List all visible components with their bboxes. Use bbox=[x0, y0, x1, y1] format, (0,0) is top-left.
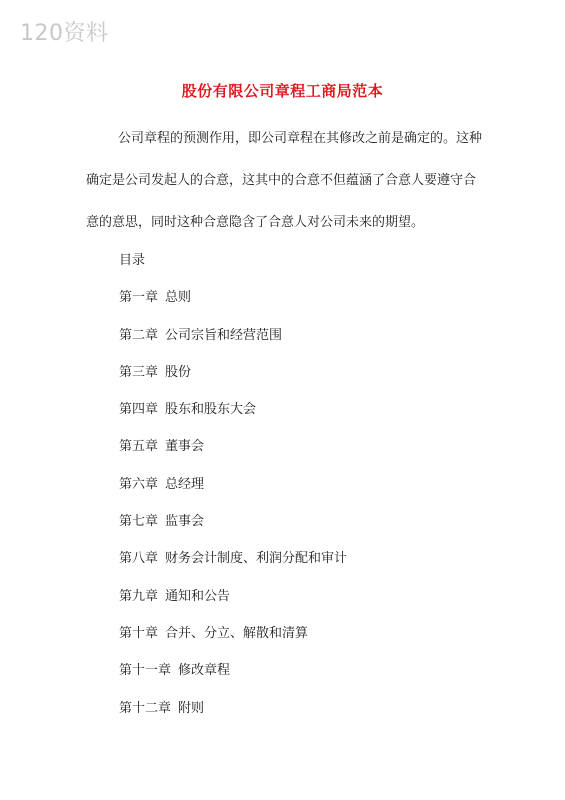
chapter-name: 监事会 bbox=[165, 514, 205, 530]
toc-heading: 目录 bbox=[119, 253, 146, 268]
toc-chapter-7[interactable] bbox=[119, 503, 347, 540]
chapter-number: 第二章 bbox=[119, 327, 159, 343]
toc-chapter-5[interactable] bbox=[119, 428, 347, 465]
chapter-name: 股东和股东大会 bbox=[165, 402, 257, 418]
table-of-contents bbox=[119, 242, 347, 727]
chapter-number: 第四章 bbox=[119, 402, 159, 418]
toc-chapter-3[interactable] bbox=[119, 354, 347, 391]
chapter-number: 第五章 bbox=[119, 439, 159, 455]
chapter-name: 总经理 bbox=[165, 476, 205, 492]
chapter-name: 修改章程 bbox=[178, 663, 231, 679]
toc-chapter-8[interactable] bbox=[119, 540, 347, 577]
chapter-name: 总则 bbox=[165, 290, 192, 306]
chapter-name: 附则 bbox=[178, 700, 205, 716]
chapter-number: 第八章 bbox=[119, 551, 159, 567]
toc-chapter-4[interactable] bbox=[119, 391, 347, 428]
watermark-logo: 120资料 bbox=[20, 21, 109, 46]
chapter-name: 董事会 bbox=[165, 439, 205, 455]
chapter-number: 第十二章 bbox=[119, 700, 172, 716]
chapter-name: 公司宗旨和经营范围 bbox=[165, 327, 283, 343]
intro-paragraph: 公司章程的预测作用，即公司章程在其修改之前是确定的。这种确定是公司发起人的合意，这其中的合意不但蕴涵了合意人要遵守合意的意思，同时这种合意隐含了合意人对公司未来的期望。 bbox=[86, 131, 483, 230]
chapter-name: 通知和公告 bbox=[165, 588, 231, 604]
chapter-number: 第七章 bbox=[119, 514, 159, 530]
chapter-number: 第一章 bbox=[119, 290, 159, 306]
chapter-number: 第十一章 bbox=[119, 663, 172, 679]
document-title: 股份有限公司章程工商局范本 bbox=[181, 82, 384, 100]
toc-chapter-10[interactable] bbox=[119, 615, 347, 652]
chapter-number: 第六章 bbox=[119, 476, 159, 492]
chapter-number: 第十章 bbox=[119, 625, 159, 641]
chapter-name: 合并、分立、解散和清算 bbox=[165, 625, 309, 641]
toc-chapter-1[interactable] bbox=[119, 279, 347, 316]
toc-chapter-12[interactable] bbox=[119, 690, 347, 727]
toc-chapter-9[interactable] bbox=[119, 578, 347, 615]
chapter-number: 第九章 bbox=[119, 588, 159, 604]
toc-chapter-2[interactable] bbox=[119, 317, 347, 354]
toc-chapter-6[interactable] bbox=[119, 466, 347, 503]
chapter-number: 第三章 bbox=[119, 364, 159, 380]
toc-chapter-11[interactable] bbox=[119, 652, 347, 689]
chapter-name: 股份 bbox=[165, 364, 192, 380]
chapter-name: 财务会计制度、利润分配和审计 bbox=[165, 551, 348, 567]
